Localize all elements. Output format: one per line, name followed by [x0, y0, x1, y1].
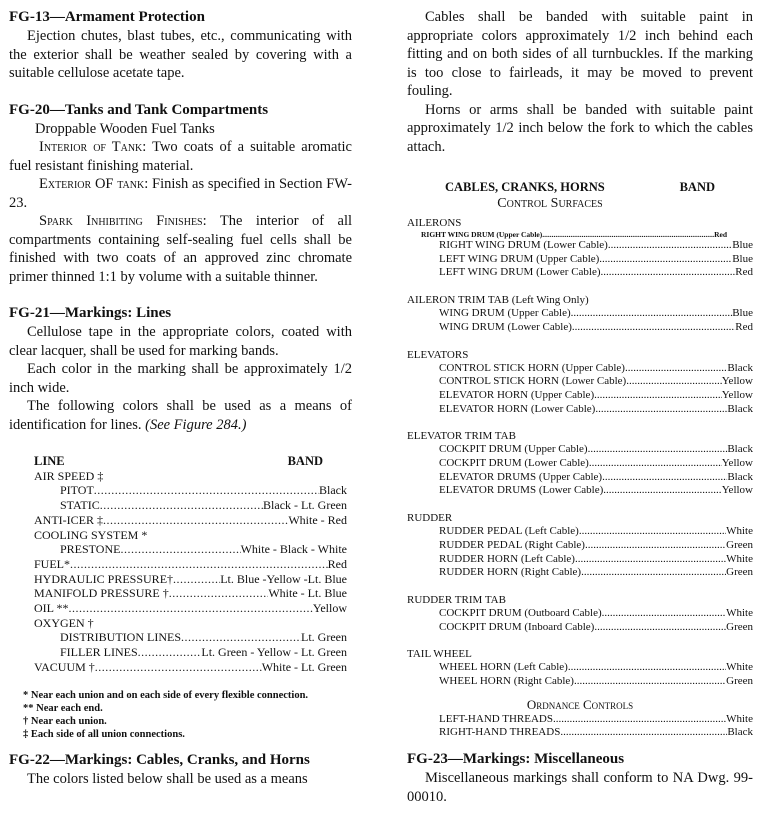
dot-leader [95, 660, 262, 675]
row-band: Lt. Green - Yellow - Lt. Green [201, 645, 347, 660]
group-name: ELEVATORS [407, 348, 469, 361]
fg13-body: Ejection chutes, blast tubes, etc., communicating with the exterior shall be weather sealed by covering with a suitable cellulose acetate tape. [9, 28, 352, 81]
table-row [439, 443, 753, 457]
table-row [439, 321, 753, 335]
row-band: Black [727, 402, 753, 415]
row-band: White [726, 606, 753, 619]
table-row [34, 528, 347, 543]
line-rows [34, 469, 347, 675]
row-label: RUDDER HORN (Left Cable) [439, 552, 575, 565]
fg21-heading: FG-21—Markings: Lines [9, 305, 172, 321]
row-band: Black [319, 483, 347, 498]
table-row [34, 572, 347, 587]
right-column [407, 0, 753, 806]
dot-leader [602, 607, 726, 621]
cable-group [407, 593, 753, 634]
row-band: Black - Lt. Green [263, 498, 347, 513]
table-row [60, 645, 347, 660]
row-label: OIL ** [34, 601, 69, 616]
row-label: LEFT-HAND THREADS [439, 712, 553, 725]
exterior-text: Finish as specified in Section FW-23. [9, 176, 352, 211]
dot-leader [603, 484, 721, 498]
cables-table [407, 180, 753, 740]
row-label: LEFT WING DRUM (Lower Cable) [439, 266, 601, 279]
table-row [34, 586, 347, 601]
dot-leader [599, 253, 732, 267]
cables-paragraph: Cables shall be banded with suitable paint in appropriate colors approximately 1/2 inch behind each fitting and on both sides of all turnbuckles. If the marking is too close to fairleads, it may be moved to prevent fouling. [407, 9, 753, 99]
cable-group [407, 647, 753, 688]
table-row [60, 498, 347, 513]
dot-leader [575, 553, 726, 567]
table-row [439, 266, 753, 280]
row-label: RIGHT WING DRUM (Upper Cable) [421, 230, 543, 239]
section-fg13 [9, 8, 352, 83]
row-label: WHEEL HORN (Left Cable) [439, 661, 568, 674]
row-band: Blue [732, 239, 753, 251]
row-band: White [726, 552, 753, 565]
row-band: Black [727, 470, 753, 483]
dot-leader [572, 321, 735, 335]
interior-text: Two coats of a suitable aromatic fuel resistant finishing material. [9, 139, 352, 174]
table-row [60, 483, 347, 498]
row-label: ELEVATOR HORN (Lower Cable) [439, 402, 596, 415]
row-label: AIR SPEED ‡ [34, 468, 104, 483]
cable-group [407, 216, 753, 280]
row-label: ELEVATOR DRUMS (Lower Cable) [439, 484, 604, 497]
dot-leader [169, 586, 269, 601]
row-band: Black [727, 726, 753, 739]
dot-leader [594, 389, 722, 403]
row-band: Black [727, 443, 753, 456]
table-row [34, 469, 347, 484]
interior-label: Interior of Tank: [39, 139, 147, 155]
dot-leader [589, 457, 722, 471]
dot-leader [553, 713, 726, 727]
fg22-body: The colors listed below shall be used as a means [27, 770, 308, 787]
section-fg21 [9, 304, 352, 434]
dot-leader [173, 572, 220, 587]
group-name: TAIL WHEEL [407, 648, 472, 661]
row-label: RIGHT WING DRUM (Lower Cable) [439, 239, 608, 251]
group-name: AILERONS [407, 217, 462, 229]
fg20-spark [9, 212, 352, 286]
row-label: STATIC [60, 498, 100, 513]
table-row [421, 230, 727, 239]
fg20-exterior [9, 175, 352, 212]
row-label: RUDDER HORN (Right Cable) [439, 566, 582, 579]
row-band: Red [735, 266, 753, 279]
row-band: White - Lt. Green [261, 659, 347, 674]
table-row [439, 566, 753, 580]
dot-leader [70, 557, 328, 572]
fg21-p2: Each color in the marking shall be approximately 1/2 inch wide. [9, 361, 352, 396]
cable-groups [407, 216, 753, 689]
cables-table-header [445, 180, 715, 195]
row-label: DISTRIBUTION LINES [60, 630, 181, 645]
table-row [439, 553, 753, 567]
row-band: White - Black - White [240, 542, 347, 557]
fg21-p3 [9, 397, 352, 434]
exterior-label: Exterior OF tank: [39, 176, 149, 192]
line-band-table [34, 454, 347, 675]
dot-leader [560, 726, 727, 740]
row-label: ANTI-ICER ‡ [34, 512, 103, 527]
footnote: * Near each union and on each side of every flexible connection. [23, 689, 309, 701]
fg20-subheading: Droppable Wooden Fuel Tanks [35, 120, 215, 137]
row-band: Yellow [721, 375, 753, 388]
row-label: RUDDER PEDAL (Right Cable) [439, 538, 585, 551]
row-band: Lt. Green [301, 630, 347, 645]
dot-leader [579, 525, 726, 539]
line-table-header [34, 454, 347, 469]
table-row [439, 375, 753, 389]
table-row [439, 362, 753, 376]
fg20-heading: FG-20—Tanks and Tank Compartments [9, 101, 269, 118]
cable-group [407, 348, 753, 417]
row-label: WHEEL HORN (Right Cable) [439, 675, 574, 688]
row-band: Yellow [721, 484, 753, 497]
row-label: COCKPIT DRUM (Outboard Cable) [439, 606, 602, 619]
row-band: Black [727, 361, 753, 374]
row-label: ELEVATOR DRUMS (Upper Cable) [439, 470, 603, 483]
row-band: Green [726, 675, 753, 688]
table-row [439, 661, 753, 675]
row-label: WING DRUM (Lower Cable) [439, 320, 572, 333]
row-label: WING DRUM (Upper Cable) [439, 307, 571, 320]
footnote: ‡ Each side of all union connections. [23, 728, 185, 740]
row-band: White - Red [288, 512, 347, 527]
row-label: FILLER LINES [60, 645, 138, 660]
left-column [9, 0, 352, 788]
ordnance-title: Ordnance Controls [526, 696, 634, 712]
dot-leader [608, 239, 732, 253]
cables-title: CABLES, CRANKS, HORNS [445, 180, 605, 194]
row-band: Blue [732, 252, 753, 265]
row-band: Red [714, 230, 727, 239]
row-label: HYDRAULIC PRESSURE† [34, 571, 174, 586]
table-row [439, 253, 753, 267]
row-band: Blue [732, 307, 753, 320]
row-band: Yellow [721, 388, 753, 401]
table-row [34, 513, 347, 528]
table-row [439, 607, 753, 621]
row-label: COCKPIT DRUM (Inboard Cable) [439, 620, 595, 633]
table-row [439, 484, 753, 498]
dot-leader [595, 403, 727, 417]
dot-leader [94, 483, 319, 498]
fg21-p1: Cellulose tape in the appropriate colors, coated with clear lacquer, shall be used for marking bands. [9, 324, 352, 359]
dot-leader [601, 266, 736, 280]
table-row [439, 307, 753, 321]
row-band: Green [726, 566, 753, 579]
fg13-heading: FG-13—Armament Protection [9, 9, 205, 25]
row-band: White - Lt. Blue [268, 586, 347, 601]
fg20-interior [9, 138, 352, 175]
row-label: PITOT [60, 483, 94, 498]
band-title: BAND [679, 180, 715, 194]
group-name: RUDDER [407, 512, 453, 525]
figure-reference: (See Figure 284.) [145, 416, 247, 433]
fg22-heading: FG-22—Markings: Cables, Cranks, and Horns [9, 751, 310, 768]
table-row [60, 630, 347, 645]
row-label: PRESTONE [60, 542, 121, 557]
row-band: Red [327, 556, 347, 571]
table-row [34, 660, 347, 675]
row-label: RIGHT-HAND THREADS [439, 726, 561, 739]
cable-group [407, 293, 753, 334]
row-label: CONTROL STICK HORN (Upper Cable) [439, 361, 625, 374]
row-label: MANIFOLD PRESSURE † [34, 586, 169, 601]
table-row [439, 403, 753, 417]
row-label: ELEVATOR HORN (Upper Cable) [439, 388, 595, 401]
table-row [34, 557, 347, 572]
row-band: White [726, 525, 753, 538]
row-band: Lt. Blue -Yellow -Lt. Blue [220, 571, 347, 586]
cable-group [407, 429, 753, 498]
group-name: ELEVATOR TRIM TAB [407, 430, 516, 443]
fg21-p3-text: The following colors shall be used as a means of identification for lines. [9, 398, 352, 433]
dot-leader [626, 375, 722, 389]
dot-leader [594, 621, 726, 635]
dot-leader [571, 307, 733, 321]
table-row [439, 525, 753, 539]
row-label: COCKPIT DRUM (Upper Cable) [439, 443, 588, 456]
row-label: COOLING SYSTEM * [34, 527, 148, 542]
fg23-body: Miscellaneous markings shall conform to NA Dwg. 99-00010. [407, 770, 753, 805]
row-label: COCKPIT DRUM (Lower Cable) [439, 457, 589, 470]
col-line-header: LINE [34, 454, 65, 468]
row-band: Yellow [721, 457, 753, 470]
row-band: White [726, 661, 753, 674]
row-band: Red [735, 320, 753, 333]
section-fg22 [9, 751, 352, 789]
row-label: OXYGEN † [34, 615, 94, 630]
table-row [439, 389, 753, 403]
dot-leader [568, 661, 726, 675]
row-label: FUEL* [34, 556, 70, 571]
table-row [439, 675, 753, 689]
row-label: VACUUM † [34, 659, 95, 674]
dot-leader [103, 513, 288, 528]
footnote: † Near each union. [23, 715, 107, 727]
dot-leader [602, 471, 727, 485]
dot-leader [625, 362, 727, 376]
table-row [34, 616, 347, 631]
dot-leader [181, 630, 301, 645]
spark-label: Spark Inhibiting Finishes: [39, 213, 207, 229]
row-label: RUDDER PEDAL (Left Cable) [439, 525, 579, 538]
fg23-heading: FG-23—Markings: Miscellaneous [407, 751, 625, 768]
table-row [439, 621, 753, 635]
row-label: LEFT WING DRUM (Upper Cable) [439, 252, 600, 265]
spark-text: The interior of all compartments containing self-sealing fuel cells shall be finished with two coats of an approved zinc chromate primer thinned 1:1 by volume with a suitable thinner. [9, 213, 352, 285]
section-fg20 [9, 101, 352, 287]
table-row [439, 239, 753, 253]
table-row [439, 713, 753, 727]
horns-paragraph: Horns or arms shall be banded with suitable paint approximately 1/2 inch below the fork to which the cables attach. [407, 101, 753, 155]
table-row [439, 471, 753, 485]
table-row [439, 457, 753, 471]
table-row [34, 601, 347, 616]
ordnance-rows [407, 713, 753, 740]
dot-leader [581, 566, 726, 580]
row-band: White [726, 712, 753, 725]
table-row [439, 726, 753, 740]
table-row [439, 539, 753, 553]
section-fg23 [407, 750, 753, 806]
table-row [60, 542, 347, 557]
dot-leader [120, 542, 240, 557]
row-band: Green [726, 538, 753, 551]
cable-group [407, 511, 753, 580]
row-band: Yellow [312, 601, 347, 616]
footnotes [23, 689, 352, 741]
row-band: Green [726, 620, 753, 633]
dot-leader [100, 498, 263, 513]
dot-leader [574, 675, 726, 689]
dot-leader [588, 443, 728, 457]
group-name: AILERON TRIM TAB (Left Wing Only) [407, 294, 589, 307]
dot-leader [585, 539, 726, 553]
col-band-header: BAND [287, 454, 323, 468]
dot-leader [138, 645, 202, 660]
footnote: ** Near each end. [23, 702, 103, 714]
control-surfaces-title: Control Surfaces [497, 196, 603, 211]
dot-leader [542, 230, 714, 239]
dot-leader [69, 601, 313, 616]
group-name: RUDDER TRIM TAB [407, 593, 506, 606]
row-label: CONTROL STICK HORN (Lower Cable) [439, 375, 627, 388]
